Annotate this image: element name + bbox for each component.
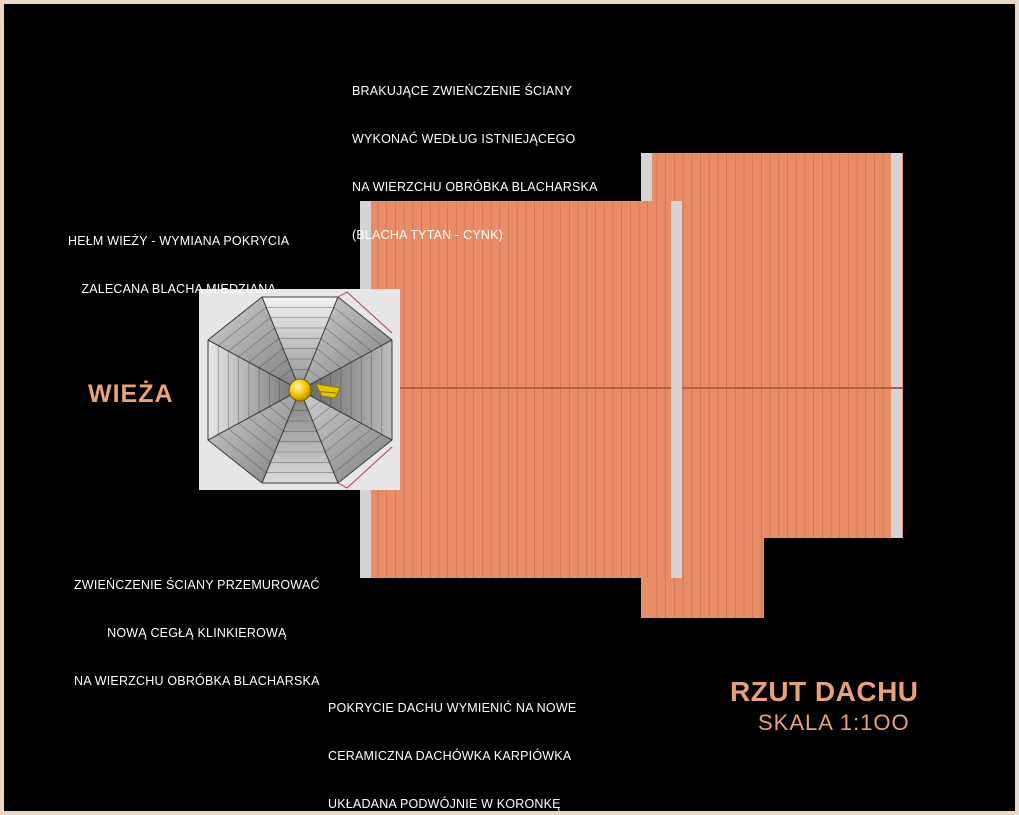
wall-coping bbox=[891, 153, 902, 538]
drawing-sheet bbox=[4, 4, 1015, 811]
plan-cutout bbox=[764, 538, 904, 620]
note-tower-helm: HEŁM WIEŻY - WYMIANA POKRYCIA ZALECANA BLACHA MIEDZIANA bbox=[68, 234, 290, 296]
note-wall-coping: ZWIEŃCZENIE ŚCIANY PRZEMUROWAĆ NOWĄ CEGŁĄ KLINKIEROWĄ NA WIERZCHU OBRÓBKA BLACHARSKA bbox=[74, 578, 320, 688]
wall-coping bbox=[641, 153, 652, 203]
wall-coping bbox=[360, 490, 371, 578]
note-roof-covering: POKRYCIE DACHU WYMIENIĆ NA NOWE CERAMICZNA DACHÓWKA KARPIÓWKA UKŁADANA PODWÓJNIE W KORONKĘ bbox=[328, 701, 577, 811]
drawing-title: RZUT DACHU bbox=[730, 676, 919, 707]
tower-label: WIEŻA bbox=[88, 380, 174, 408]
note-missing-coping: BRAKUJĄCE ZWIEŃCZENIE ŚCIANY WYKONAĆ WEDŁUG ISTNIEJĄCEGO NA WIERZCHU OBRÓBKA BLACHARSKA (BLACHA TYTAN - CYNK) bbox=[352, 84, 598, 242]
finial-icon bbox=[289, 379, 311, 401]
wall-coping bbox=[671, 201, 682, 578]
drawing-scale: SKALA 1:1OO bbox=[758, 710, 910, 735]
